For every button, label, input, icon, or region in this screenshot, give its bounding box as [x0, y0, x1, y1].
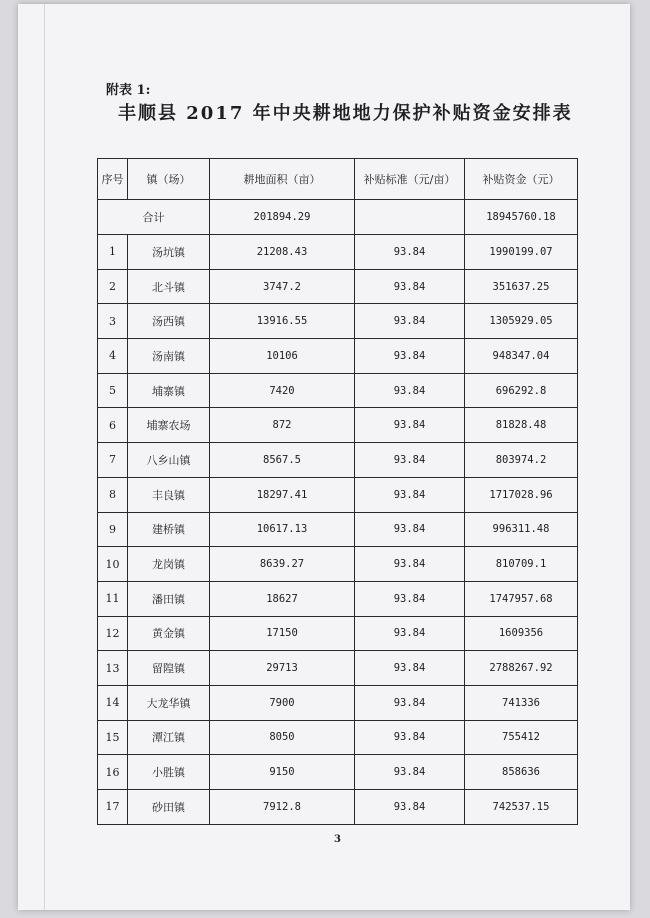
cell-rate: 93.84 — [355, 512, 465, 547]
cell-fund: 2788267.92 — [465, 651, 578, 686]
cell-rate: 93.84 — [355, 790, 465, 825]
cell-rate: 93.84 — [355, 443, 465, 478]
header-index: 序号 — [98, 159, 128, 200]
cell-town: 八乡山镇 — [128, 443, 210, 478]
cell-fund: 858636 — [465, 755, 578, 790]
cell-rate: 93.84 — [355, 339, 465, 374]
cell-town: 大龙华镇 — [128, 685, 210, 720]
total-fund: 18945760.18 — [465, 200, 578, 235]
table-row — [98, 616, 578, 651]
cell-area: 7912.8 — [210, 790, 355, 825]
cell-town: 砂田镇 — [128, 790, 210, 825]
cell-area: 8567.5 — [210, 443, 355, 478]
cell-fund: 803974.2 — [465, 443, 578, 478]
cell-index: 9 — [98, 512, 128, 547]
cell-index: 15 — [98, 720, 128, 755]
cell-rate: 93.84 — [355, 477, 465, 512]
table-row — [98, 685, 578, 720]
table-row — [98, 269, 578, 304]
cell-town: 埔寨农场 — [128, 408, 210, 443]
cell-town: 龙岗镇 — [128, 547, 210, 582]
table-row — [98, 373, 578, 408]
cell-area: 9150 — [210, 755, 355, 790]
cell-area: 8639.27 — [210, 547, 355, 582]
cell-town: 北斗镇 — [128, 269, 210, 304]
cell-index: 10 — [98, 547, 128, 582]
cell-town: 埔寨镇 — [128, 373, 210, 408]
document-title: 丰顺县 2017 年中央耕地地力保护补贴资金安排表 — [118, 103, 573, 124]
cell-rate: 93.84 — [355, 581, 465, 616]
cell-rate: 93.84 — [355, 235, 465, 270]
cell-town: 小胜镇 — [128, 755, 210, 790]
cell-area: 18627 — [210, 581, 355, 616]
cell-area: 21208.43 — [210, 235, 355, 270]
cell-index: 12 — [98, 616, 128, 651]
cell-area: 10617.13 — [210, 512, 355, 547]
cell-area: 29713 — [210, 651, 355, 686]
cell-index: 6 — [98, 408, 128, 443]
cell-town: 汤南镇 — [128, 339, 210, 374]
table-row — [98, 339, 578, 374]
cell-fund: 755412 — [465, 720, 578, 755]
total-label: 合计 — [98, 200, 210, 235]
header-fund: 补贴资金（元） — [465, 159, 578, 200]
table-row — [98, 408, 578, 443]
cell-fund: 351637.25 — [465, 269, 578, 304]
cell-area: 13916.55 — [210, 304, 355, 339]
cell-fund: 948347.04 — [465, 339, 578, 374]
cell-index: 2 — [98, 269, 128, 304]
table-row — [98, 720, 578, 755]
cell-rate: 93.84 — [355, 685, 465, 720]
cell-rate: 93.84 — [355, 616, 465, 651]
table-row — [98, 790, 578, 825]
cell-index: 16 — [98, 755, 128, 790]
table-row — [98, 651, 578, 686]
cell-fund: 741336 — [465, 685, 578, 720]
cell-rate: 93.84 — [355, 755, 465, 790]
header-rate: 补贴标准（元/亩） — [355, 159, 465, 200]
cell-rate: 93.84 — [355, 547, 465, 582]
subsidy-table — [97, 158, 578, 825]
cell-rate: 93.84 — [355, 651, 465, 686]
annex-label: 附表 1: — [106, 83, 151, 98]
cell-index: 1 — [98, 235, 128, 270]
cell-fund: 1747957.68 — [465, 581, 578, 616]
total-row — [98, 200, 578, 235]
cell-index: 11 — [98, 581, 128, 616]
header-area: 耕地面积（亩） — [210, 159, 355, 200]
cell-fund: 1305929.05 — [465, 304, 578, 339]
cell-index: 4 — [98, 339, 128, 374]
cell-fund: 1717028.96 — [465, 477, 578, 512]
cell-index: 13 — [98, 651, 128, 686]
cell-index: 7 — [98, 443, 128, 478]
table-row — [98, 443, 578, 478]
table-row — [98, 235, 578, 270]
cell-fund: 996311.48 — [465, 512, 578, 547]
cell-area: 18297.41 — [210, 477, 355, 512]
total-area: 201894.29 — [210, 200, 355, 235]
cell-rate: 93.84 — [355, 304, 465, 339]
cell-index: 14 — [98, 685, 128, 720]
page-number: 3 — [334, 834, 341, 845]
total-rate — [355, 200, 465, 235]
cell-town: 汤西镇 — [128, 304, 210, 339]
cell-rate: 93.84 — [355, 720, 465, 755]
cell-area: 17150 — [210, 616, 355, 651]
cell-area: 7900 — [210, 685, 355, 720]
cell-index: 8 — [98, 477, 128, 512]
table-header-row — [98, 159, 578, 200]
cell-index: 5 — [98, 373, 128, 408]
cell-town: 潘田镇 — [128, 581, 210, 616]
cell-rate: 93.84 — [355, 269, 465, 304]
page-fold-line — [44, 4, 45, 910]
cell-town: 留隍镇 — [128, 651, 210, 686]
cell-town: 汤坑镇 — [128, 235, 210, 270]
cell-rate: 93.84 — [355, 373, 465, 408]
cell-fund: 1990199.07 — [465, 235, 578, 270]
cell-fund: 696292.8 — [465, 373, 578, 408]
cell-area: 8050 — [210, 720, 355, 755]
cell-area: 10106 — [210, 339, 355, 374]
table-row — [98, 512, 578, 547]
table-row — [98, 304, 578, 339]
table-row — [98, 755, 578, 790]
cell-town: 黄金镇 — [128, 616, 210, 651]
cell-index: 3 — [98, 304, 128, 339]
document-page — [18, 4, 630, 910]
cell-fund: 81828.48 — [465, 408, 578, 443]
cell-index: 17 — [98, 790, 128, 825]
cell-area: 3747.2 — [210, 269, 355, 304]
cell-rate: 93.84 — [355, 408, 465, 443]
cell-town: 建桥镇 — [128, 512, 210, 547]
cell-area: 7420 — [210, 373, 355, 408]
table-row — [98, 477, 578, 512]
cell-town: 丰良镇 — [128, 477, 210, 512]
cell-fund: 1609356 — [465, 616, 578, 651]
cell-area: 872 — [210, 408, 355, 443]
cell-town: 潭江镇 — [128, 720, 210, 755]
table-row — [98, 547, 578, 582]
table-row — [98, 581, 578, 616]
header-town: 镇（场） — [128, 159, 210, 200]
cell-fund: 742537.15 — [465, 790, 578, 825]
cell-fund: 810709.1 — [465, 547, 578, 582]
